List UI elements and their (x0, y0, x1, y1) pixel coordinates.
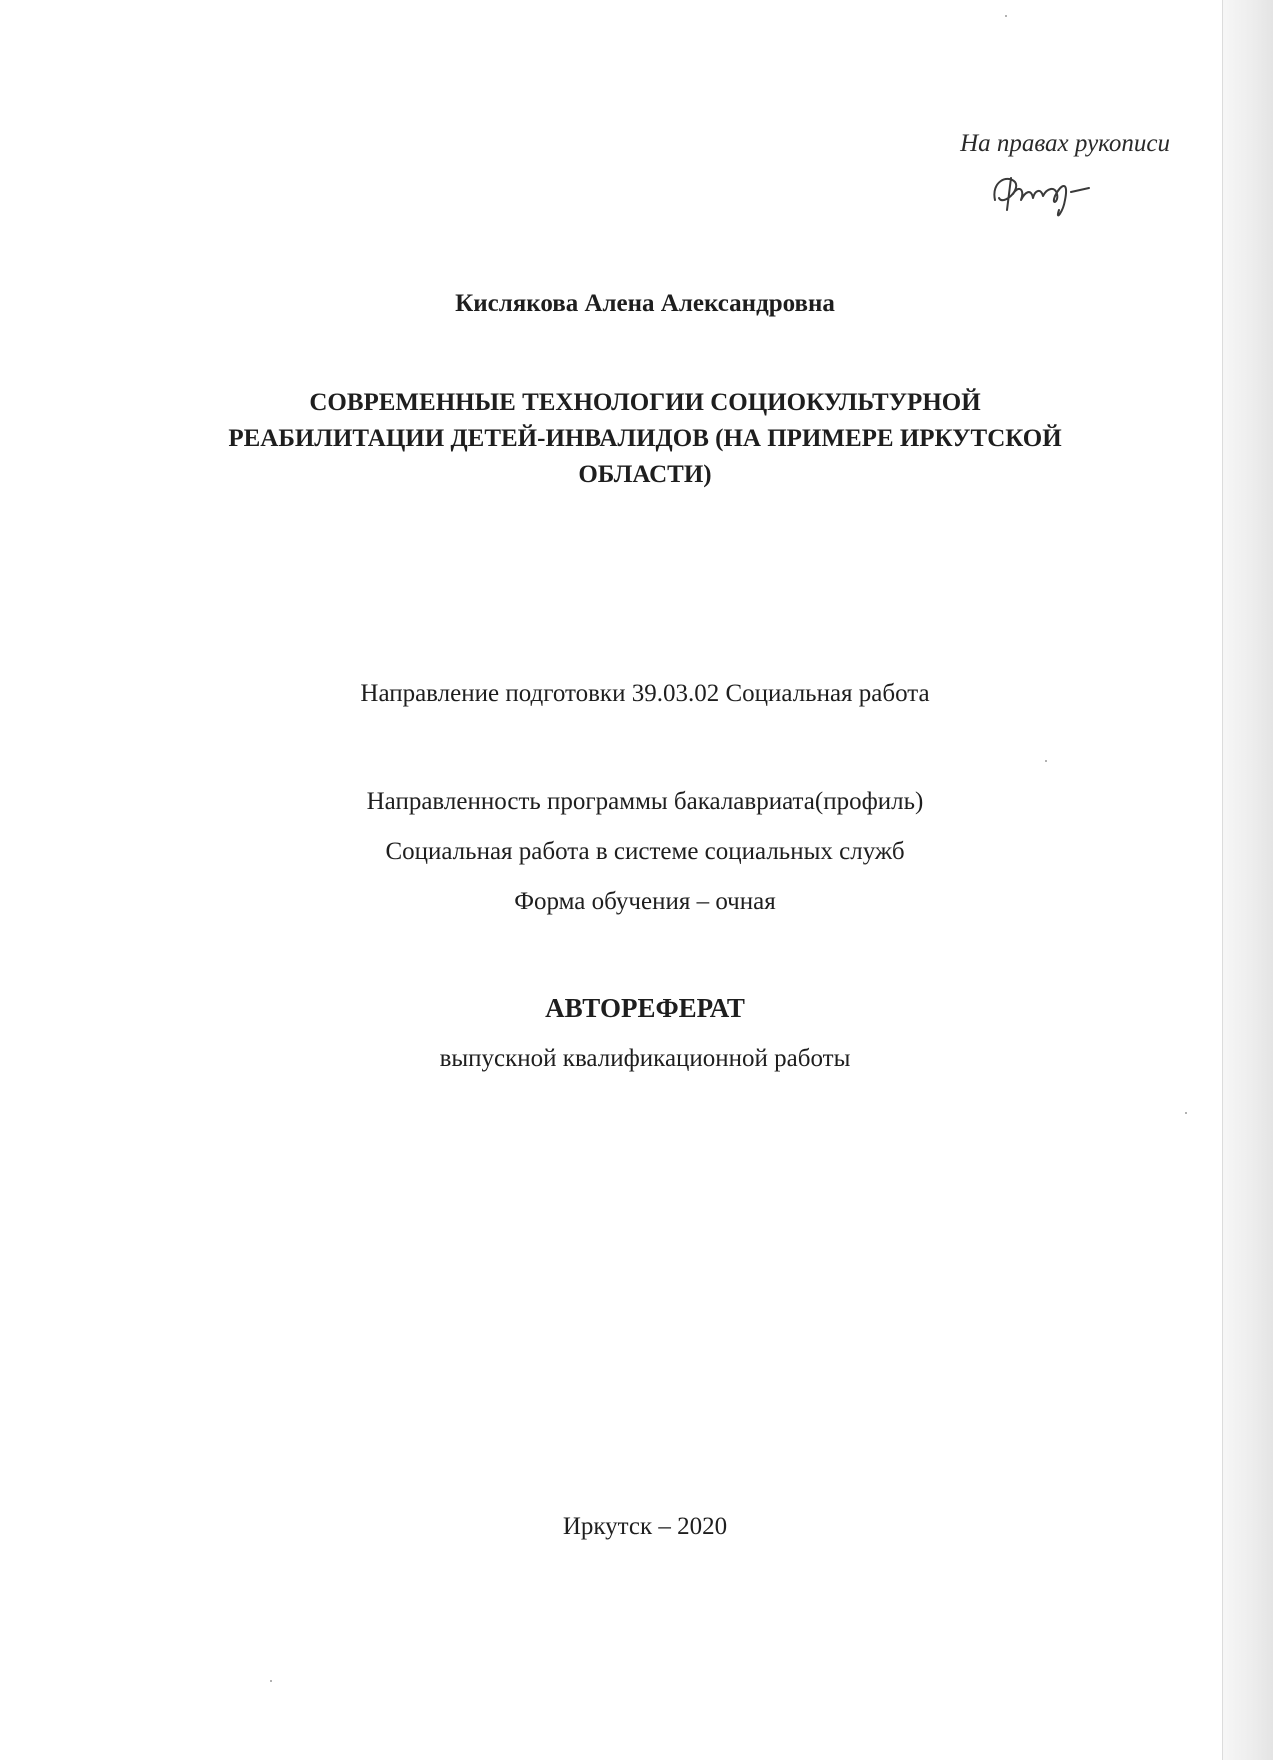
handwritten-signature (985, 160, 1145, 230)
program-orientation: Направленность программы бакалавриата(профиль) (366, 788, 924, 815)
document-type: АВТОРЕФЕРАТ (545, 993, 745, 1023)
thesis-title (0, 385, 1273, 493)
study-form: Форма обучения – очная (514, 888, 776, 915)
document-subtitle: выпускной квалификационной работы (439, 1045, 851, 1072)
page-binding-line (1222, 0, 1223, 1760)
title-line: СОВРЕМЕННЫЕ ТЕХНОЛОГИИ СОЦИОКУЛЬТУРНОЙ (309, 389, 981, 416)
page-binding-edge (1222, 0, 1273, 1760)
scan-speck (270, 1680, 272, 1682)
title-line: ОБЛАСТИ) (578, 461, 712, 488)
scan-speck (1185, 1112, 1187, 1114)
scan-speck (1045, 760, 1047, 762)
city-year: Иркутск – 2020 (562, 1513, 728, 1540)
manuscript-note: На правах рукописи (960, 130, 1170, 157)
manuscript-stamp (900, 130, 1170, 158)
scan-speck (1005, 15, 1007, 17)
title-line: РЕАБИЛИТАЦИИ ДЕТЕЙ-ИНВАЛИДОВ (НА ПРИМЕРЕ ИРКУТСКОЙ (228, 425, 1062, 452)
training-direction: Направление подготовки 39.03.02 Социальная работа (360, 680, 930, 707)
author-name: Кислякова Алена Александровна (455, 290, 835, 317)
program-profile: Социальная работа в системе социальных служб (385, 838, 905, 865)
